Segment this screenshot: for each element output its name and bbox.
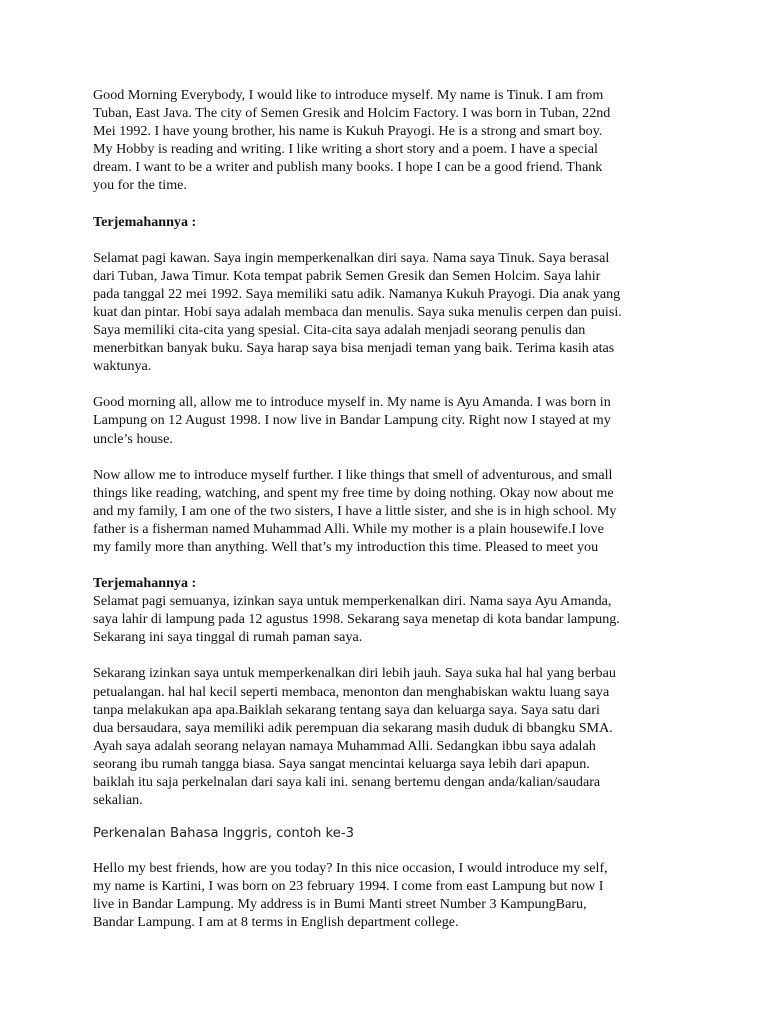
translation-paragraph-tinuk: Selamat pagi kawan. Saya ingin memperkenalkan diri saya. Nama saya Tinuk. Saya berasal dari Tuban, Jawa Timur. Kota tempat pabrik Semen Gresik dan Semen Holcim. Saya lahir pada tanggal 22 mei 1992. Saya memiliki satu adik. Namanya Kukuh Prayogi. Dia anak yang kuat dan pintar. Hobi saya adalah membaca dan menulis. Saya suka menulis cerpen dan puisi. Saya memiliki cita-cita yang spesial. Cita-cita saya adalah menjadi seorang penulis dan menerbitkan banyak buku. Saya harap saya bisa menjadi teman yang baik. Terima kasih atas waktunya. — [93, 249, 622, 375]
translation-paragraph-ayu-2: Sekarang izinkan saya untuk memperkenalkan diri lebih jauh. Saya suka hal hal yang berbau petualangan. hal hal kecil seperti membaca, menonton dan menghabiskan waktu luang saya tanpa melakukan apa apa.Baiklah sekarang tentang saya dan keluarga saya. Saya satu dari dua bersaudara, saya memiliki adik perempuan dia sekarang masih duduk di bbangku SMA. Ayah saya adalah seorang nelayan namaya Muhammad Alli. Sedangkan ibbu saya adalah seorang ibu rumah tangga biasa. Saya sangat mencintai keluarga saya lebih dari apapun. baiklah itu saja perkelnalan dari saya kali ini. senang bertemu dengan anda/kalian/saudara sekalian. — [93, 665, 616, 809]
document-body — [93, 86, 681, 932]
intro-paragraph-ayu-1: Good morning all, allow me to introduce myself in. My name is Ayu Amanda. I was born in Lampung on 12 August 1998. I now live in Bandar Lampung city. Right now I stayed at my uncle’s house. — [93, 394, 611, 447]
translation-paragraph-ayu-1: Selamat pagi semuanya, izinkan saya untuk memperkenalkan diri. Nama saya Ayu Amanda, saya lahir di lampung pada 12 agustus 1998. Sekarang saya menetap di kota bandar lampung. Sekarang ini saya tinggal di rumah paman saya. — [93, 593, 620, 646]
translation-heading-1: Terjemahannya : — [93, 213, 197, 230]
intro-paragraph-ayu-2: Now allow me to introduce myself further. I like things that smell of adventurous, and small things like reading, watching, and spent my free time by doing nothing. Okay now about me and my family, I am one of the two sisters, I have a little sister, and she is in high school. My father is a fisherman named Muhammad Alli. While my mother is a plain housewife.I love my family more than anything. Well that’s my introduction this time. Pleased to meet you — [93, 466, 617, 555]
intro-paragraph-tinuk: Good Morning Everybody, I would like to introduce myself. My name is Tinuk. I am from Tuban, East Java. The city of Semen Gresik and Holcim Factory. I was born in Tuban, 22nd Mei 1992. I have young brother, his name is Kukuh Prayogi. He is a strong and smart boy. My Hobby is reading and writing. I like writing a short story and a poem. I have a special dream. I want to be a writer and publish many books. I hope I can be a good friend. Thank you for the time. — [93, 87, 611, 194]
translation-heading-2: Terjemahannya : — [93, 575, 197, 592]
example-3-heading: Perkenalan Bahasa Inggris, contoh ke-3 — [93, 826, 354, 842]
intro-paragraph-kartini: Hello my best friends, how are you today? In this nice occasion, I would introduce my self, my name is Kartini, I was born on 23 february 1994. I come from east Lampung but now I live in Bandar Lampung. My address is in Bumi Manti street Number 3 KampungBaru, Bandar Lampung. I am at 8 terms in English department college. — [93, 860, 608, 931]
